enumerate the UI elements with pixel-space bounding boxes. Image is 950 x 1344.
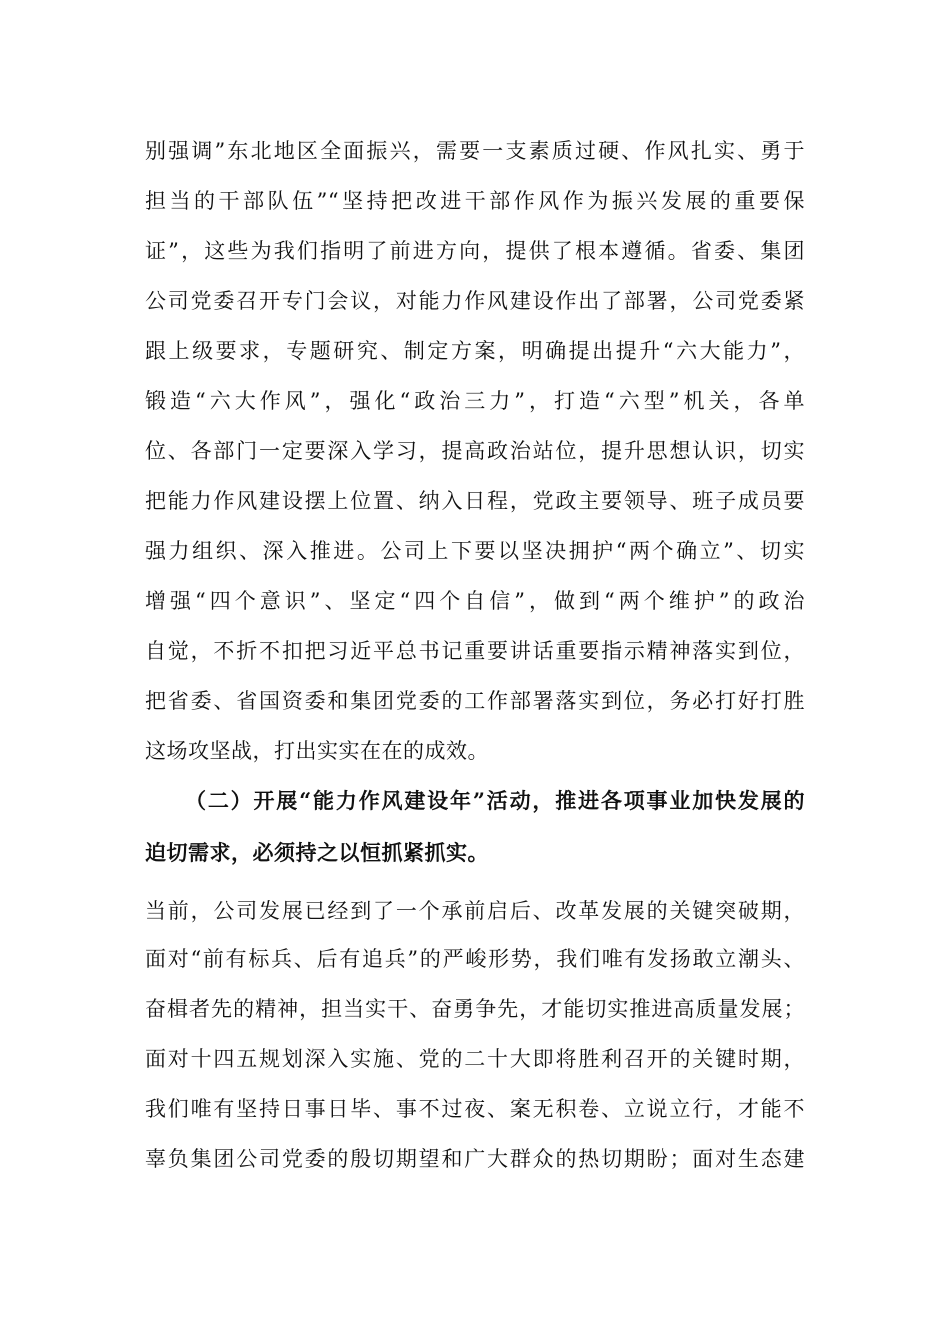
text-line: 面对十四五规划深入实施、党的二十大即将胜利召开的关键时期，: [145, 1047, 805, 1071]
text-line: 把省委、省国资委和集团党委的工作部署落实到位，务必打好打胜: [145, 689, 805, 713]
text-line: 证”，这些为我们指明了前进方向，提供了根本遵循。省委、集团: [145, 239, 805, 263]
text-line: 位、各部门一定要深入学习，提高政治站位，提升思想认识，切实: [145, 439, 805, 463]
text-line: 把能力作风建设摆上位置、纳入日程，党政主要领导、班子成员要: [145, 489, 805, 513]
text-line: 辜负集团公司党委的殷切期望和广大群众的热切期盼；面对生态建: [145, 1147, 805, 1171]
text-line: 这场攻坚战，打出实实在在的成效。: [145, 739, 489, 763]
text-line: 当前，公司发展已经到了一个承前启后、改革发展的关键突破期，: [145, 899, 805, 923]
text-line: 别强调”东北地区全面振兴，需要一支素质过硬、作风扎实、勇于: [145, 139, 805, 163]
text-line: 我们唯有坚持日事日毕、事不过夜、案无积卷、立说立行，才能不: [145, 1097, 805, 1121]
heading-line: （二）开展“能力作风建设年”活动，推进各项事业加快发展的: [185, 788, 805, 813]
text-line: 自觉，不折不扣把习近平总书记重要讲话重要指示精神落实到位，: [145, 639, 805, 663]
text-line: 跟上级要求，专题研究、制定方案，明确提出提升“六大能力”，: [145, 339, 805, 363]
text-line: 强力组织、深入推进。公司上下要以坚决拥护“两个确立”、切实: [145, 539, 805, 563]
text-line: 增强“四个意识”、坚定“四个自信”，做到“两个维护”的政治: [145, 589, 805, 613]
text-line: 公司党委召开专门会议，对能力作风建设作出了部署，公司党委紧: [145, 289, 805, 313]
text-line: 面对“前有标兵、后有追兵”的严峻形势，我们唯有发扬敢立潮头、: [145, 947, 805, 971]
text-line: 担当的干部队伍”“坚持把改进干部作风作为振兴发展的重要保: [145, 189, 805, 213]
heading-line: 迫切需求，必须持之以恒抓紧抓实。: [145, 840, 489, 865]
text-line: 锻造“六大作风”，强化“政治三力”，打造“六型”机关，各单: [145, 389, 805, 413]
text-line: 奋楫者先的精神，担当实干、奋勇争先，才能切实推进高质量发展；: [145, 997, 805, 1021]
